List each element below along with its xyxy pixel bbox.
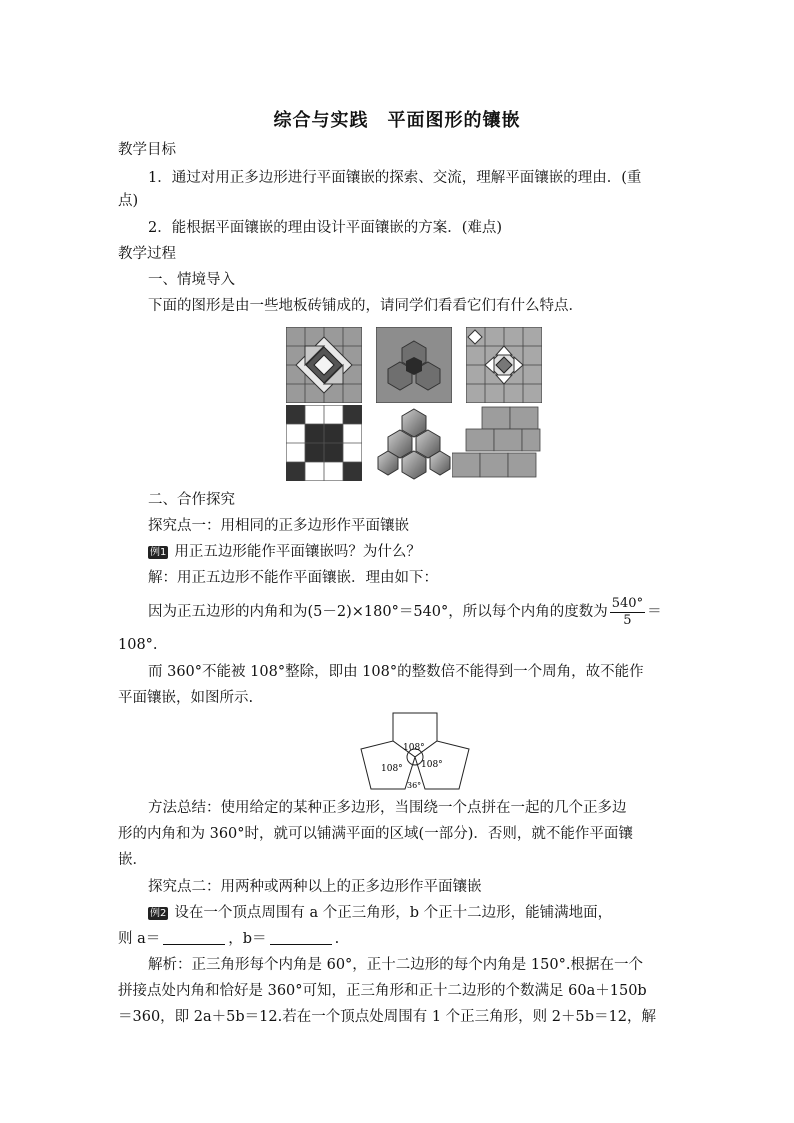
blank-a-label: 则 a＝ bbox=[118, 931, 161, 947]
angle-label-gap: 36° bbox=[407, 781, 422, 790]
angle-label-top: 108° bbox=[403, 743, 425, 753]
explore-point-1: 探究点一：用相同的正多边形作平面镶嵌 bbox=[148, 518, 409, 534]
blank-b[interactable] bbox=[270, 930, 332, 945]
blank-end: . bbox=[334, 931, 340, 947]
section-1-heading: 一、情境导入 bbox=[148, 272, 235, 288]
tiling-image-6 bbox=[452, 405, 542, 481]
goal-1-line-1: 1．通过对用正多边形进行平面镶嵌的探索、交流，理解平面镶嵌的理由．(重 bbox=[148, 170, 642, 186]
example-1-tag: 例1 bbox=[150, 547, 167, 558]
blank-a[interactable] bbox=[163, 930, 225, 945]
tiling-image-5 bbox=[376, 405, 452, 481]
goal-1-line-2: 点) bbox=[118, 193, 139, 209]
process-heading: 教学过程 bbox=[118, 246, 176, 262]
explain-line-1: 而 360°不能被 108°整除，即由 108°的整数倍不能得到一个周角，故不能作 bbox=[148, 664, 644, 680]
angle-label-left: 108° bbox=[381, 764, 403, 774]
reason-result: 108°. bbox=[118, 637, 158, 653]
goals-heading: 教学目标 bbox=[118, 142, 176, 158]
angle-fraction bbox=[610, 596, 645, 629]
reason-equals: ＝ bbox=[647, 604, 662, 620]
analysis-line-2: 拼接点处内角和恰好是 360°可知，正三角形和正十二边形的个数满足 60a＋150b bbox=[118, 983, 647, 999]
tiling-image-4 bbox=[286, 405, 362, 481]
reason-text: 因为正五边形的内角和为(5－2)×180°＝540°，所以每个内角的度数为 bbox=[148, 604, 608, 620]
explore-point-2: 探究点二：用两种或两种以上的正多边形作平面镶嵌 bbox=[148, 879, 482, 895]
section-2-heading: 二、合作探究 bbox=[148, 492, 235, 508]
fraction-denominator: 5 bbox=[623, 612, 632, 628]
method-line-2: 形的内角和为 360°时，就可以铺满平面的区域(一部分)．否则，就不能作平面镶 bbox=[118, 826, 633, 842]
method-line-1: 方法总结：使用给定的某种正多边形，当围绕一个点拼在一起的几个正多边 bbox=[148, 800, 627, 816]
goal-2: 2．能根据平面镶嵌的理由设计平面镶嵌的方案．(难点) bbox=[148, 220, 503, 236]
example-1 bbox=[148, 542, 421, 562]
example-1-answer: 解：用正五边形不能作平面镶嵌．理由如下： bbox=[148, 570, 438, 586]
blank-b-label: ，b＝ bbox=[228, 931, 267, 947]
page-title: 综合与实践 平面图形的镶嵌 bbox=[273, 110, 521, 131]
intro-text: 下面的图形是由一些地板砖铺成的，请同学们看看它们有什么特点． bbox=[148, 298, 583, 314]
analysis-line-1: 解析：正三角形每个内角是 60°，正十二边形的每个内角是 150°.根据在一个 bbox=[148, 957, 643, 973]
tiling-image-1 bbox=[286, 327, 362, 403]
tiling-image-2 bbox=[376, 327, 452, 403]
example-2-tag: 例2 bbox=[150, 908, 167, 919]
example-2 bbox=[148, 903, 612, 923]
fraction-numerator: 540° bbox=[611, 595, 644, 611]
tiling-image-3 bbox=[466, 327, 542, 403]
example-1-question: 用正五边形能作平面镶嵌吗？为什么？ bbox=[174, 544, 421, 560]
pentagon-figure bbox=[355, 705, 475, 795]
method-line-3: 嵌． bbox=[118, 852, 147, 868]
example-2-question: 设在一个顶点周围有 a 个正三角形，b 个正十二边形，能铺满地面， bbox=[174, 905, 613, 921]
angle-label-right: 108° bbox=[421, 760, 443, 770]
explain-line-2: 平面镶嵌，如图所示. bbox=[118, 690, 254, 706]
analysis-line-3: ＝360，即 2a＋5b＝12.若在一个顶点处周围有 1 个正三角形，则 2＋5b＝12，解 bbox=[118, 1009, 656, 1025]
example-2-blanks bbox=[118, 929, 339, 949]
reason-line bbox=[148, 594, 662, 630]
